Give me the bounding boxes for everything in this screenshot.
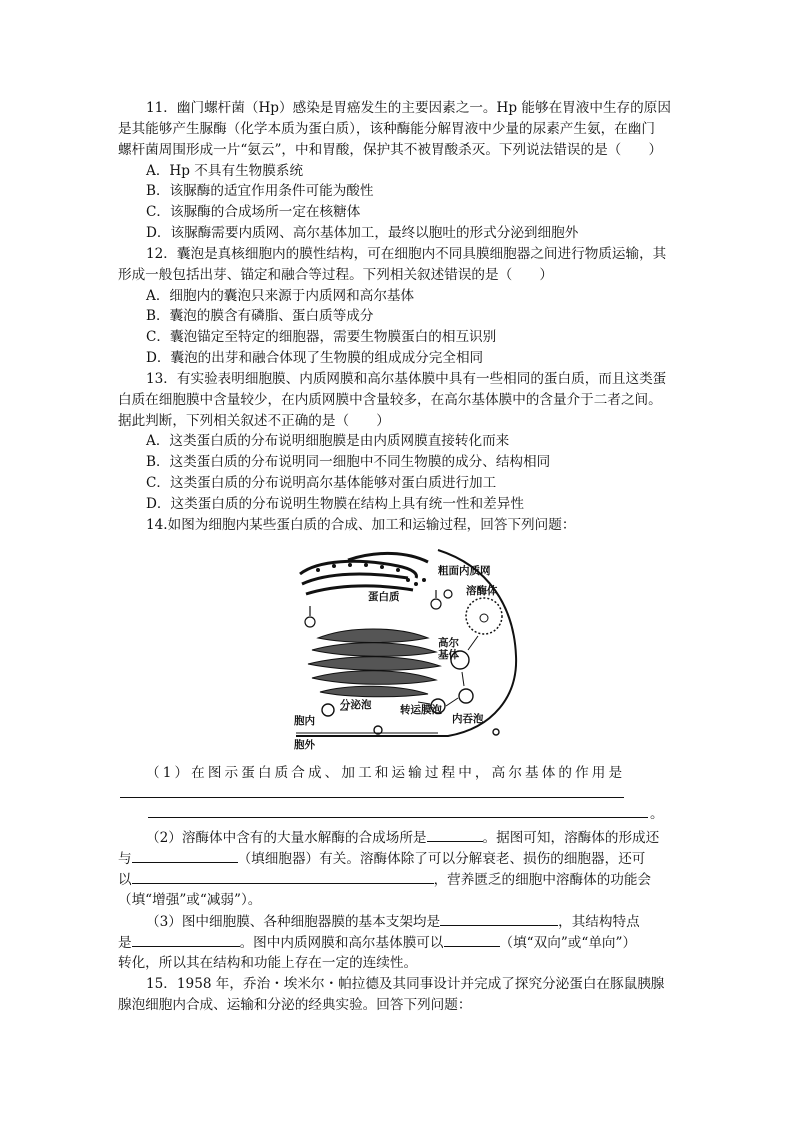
label-inside-cell: 胞内 <box>294 715 315 727</box>
q12-option-d: D．囊泡的出芽和融合体现了生物膜的组成成分完全相同 <box>146 350 484 366</box>
q12-stem-line1: 12．囊泡是真核细胞内的膜性结构，可在细胞内不同具膜细胞器之间进行物质运输，其 <box>146 246 667 262</box>
q12-option-b: B．囊泡的膜含有磷脂、蛋白质等成分 <box>146 308 374 324</box>
q14-part1-blank-line1[interactable] <box>120 797 624 798</box>
label-protein: 蛋白质 <box>368 591 400 603</box>
q14-part1-period: 。 <box>650 806 664 822</box>
cell-protein-transport-figure <box>288 546 528 752</box>
q11-stem-line1: 11．幽门螺杆菌（Hp）感染是胃癌发生的主要因素之一。Hp 能够在胃液中生存的原因 <box>146 100 671 116</box>
q14-part2-blank-b[interactable] <box>132 848 238 863</box>
q12-stem-line2: 形成一般包括出芽、锚定和融合等过程。下列相关叙述错误的是（ ） <box>118 267 553 283</box>
q14-part3-text-c: 是 <box>118 935 132 951</box>
q14-part2-line2 <box>118 848 645 869</box>
label-secretory-vesicle: 分泌泡 <box>340 699 372 711</box>
q14-part3-text-e: （填“双向”或“单向”） <box>499 935 637 951</box>
q14-part1-blank-line2[interactable] <box>148 817 648 818</box>
label-golgi-1: 高尔 <box>438 637 459 649</box>
q14-part3-blank-b[interactable] <box>132 932 240 947</box>
label-lysosome: 溶酶体 <box>466 585 498 597</box>
q14-part3-blank-a[interactable] <box>440 911 558 926</box>
q14-part2-blank-a[interactable] <box>427 827 483 842</box>
label-outside-cell: 胞外 <box>294 739 315 751</box>
q11-stem-line2: 是其能够产生脲酶（化学本质为蛋白质），该种酶能分解胃液中少量的尿素产生氨，在幽门 <box>118 121 655 137</box>
q13-stem-line1: 13．有实验表明细胞膜、内质网膜和高尔基体膜中具有一些相同的蛋白质，而且这类蛋 <box>146 371 667 387</box>
label-rough-er: 粗面内质网 <box>438 565 491 577</box>
q11-option-b: B．该脲酶的适宜作用条件可能为酸性 <box>146 183 374 199</box>
q14-intro: 14.如图为细胞内某些蛋白质的合成、加工和运输过程，回答下列问题： <box>146 517 576 533</box>
q14-part3-line1 <box>146 911 640 932</box>
q12-option-c: C．囊泡锚定至特定的细胞器，需要生物膜蛋白的相互识别 <box>146 329 497 345</box>
q14-part2-line1 <box>146 827 659 848</box>
q14-part3-line3: 转化，所以其在结构和功能上存在一定的连续性。 <box>118 955 418 971</box>
q11-option-a: A．Hp 不具有生物膜系统 <box>146 163 304 179</box>
q14-part2-text-e: 以 <box>118 872 132 888</box>
label-endocytic-vesicle: 内吞泡 <box>452 713 484 725</box>
q13-option-c: C．这类蛋白质的分布说明高尔基体能够对蛋白质进行加工 <box>146 475 497 491</box>
golgi-apparatus <box>308 629 440 697</box>
q13-stem-line3: 据此判断，下列相关叙述不正确的是（ ） <box>118 413 390 429</box>
q14-part2-blank-c[interactable] <box>132 869 434 884</box>
label-transport-vesicle: 转运膜泡 <box>400 704 442 716</box>
q14-part3-text-d: 。图中内质网膜和高尔基体膜可以 <box>239 935 444 951</box>
lysosome-shape <box>466 598 502 634</box>
q14-part3-line2 <box>118 932 636 953</box>
q14-part3-blank-c[interactable] <box>444 932 500 947</box>
q15-stem-line2: 腺泡细胞内合成、运输和分泌的经典实验。回答下列问题： <box>118 997 472 1013</box>
q13-option-b: B．这类蛋白质的分布说明同一细胞中不同生物膜的成分、结构相同 <box>146 454 551 470</box>
q14-part2-text-a: （2）溶酶体中含有的大量水解酶的合成场所是 <box>146 830 427 846</box>
q14-part3-text-b: ，其结构特点 <box>558 914 640 930</box>
q13-stem-line2: 白质在细胞膜中含量较少，在内质网膜中含量较多，在高尔基体膜中的含量介于二者之间。 <box>118 392 662 408</box>
q11-option-d: D．该脲酶需要内质网、高尔基体加工，最终以胞吐的形式分泌到细胞外 <box>146 225 579 241</box>
q13-option-a: A．这类蛋白质的分布说明细胞膜是由内质网膜直接转化而来 <box>146 433 510 449</box>
q14-part2-text-b: 。据图可知，溶酶体的形成还 <box>482 830 660 846</box>
q14-part2-text-c: 与 <box>118 851 132 867</box>
q14-part2-text-d: （填细胞器）有关。溶酶体除了可以分解衰老、损伤的细胞器，还可 <box>237 851 646 867</box>
q14-part3-text-a: （3）图中细胞膜、各种细胞器膜的基本支架均是 <box>146 914 441 930</box>
q14-part1: （1）在图示蛋白质合成、加工和运输过程中，高尔基体的作用是 <box>146 765 626 781</box>
q14-part2-line3 <box>118 869 651 890</box>
q11-stem-line3: 螺杆菌周围形成一片“氨云”，中和胃酸，保护其不被胃酸杀灭。下列说法错误的是（ ） <box>118 142 663 158</box>
rough-er <box>300 553 428 594</box>
q13-option-d: D．这类蛋白质的分布说明生物膜在结构上具有统一性和差异性 <box>146 496 524 512</box>
q14-part2-line4: （填“增强”或“减弱”）。 <box>118 892 262 908</box>
q14-part2-text-f: ，营养匮乏的细胞中溶酶体的功能会 <box>433 872 652 888</box>
q12-option-a: A．细胞内的囊泡只来源于内质网和高尔基体 <box>146 288 415 304</box>
label-golgi-2: 基体 <box>438 649 459 661</box>
q11-option-c: C．该脲酶的合成场所一定在核糖体 <box>146 204 361 220</box>
q15-stem-line1: 15．1958 年，乔治・埃米尔・帕拉德及其同事设计并完成了探究分泌蛋白在豚鼠胰腺 <box>146 976 665 992</box>
